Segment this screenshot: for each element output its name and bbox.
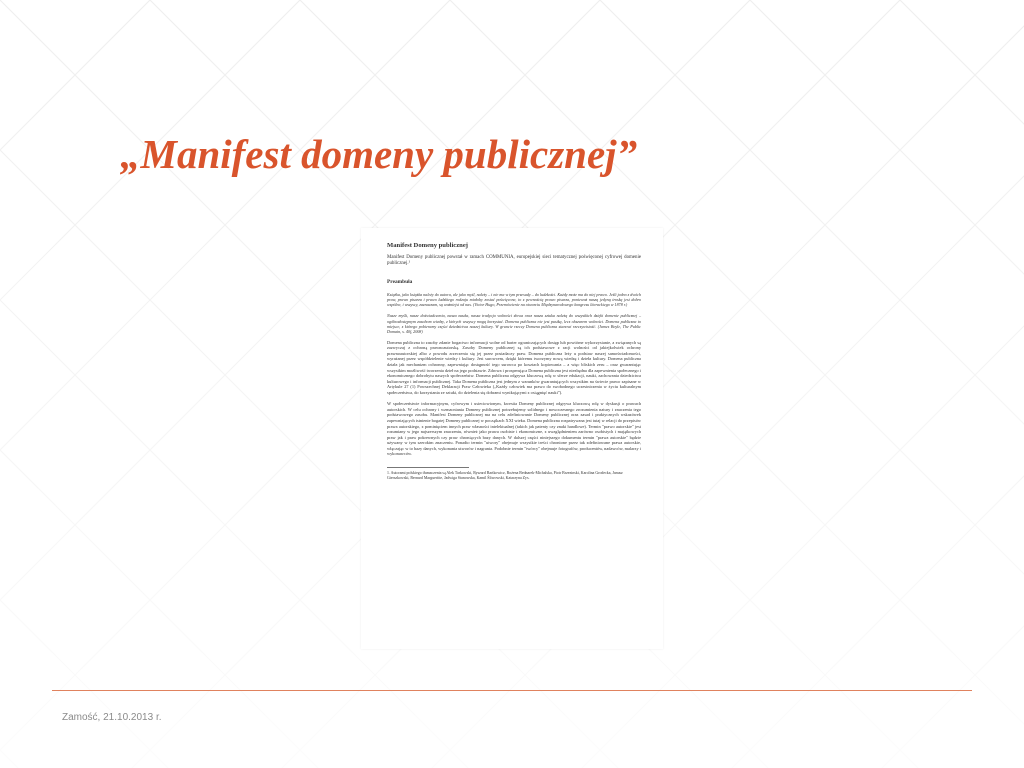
slide-title: „Manifest domeny publicznej” xyxy=(120,131,638,177)
document-quote-boyle: Nasze myśli, nasze doświadczenia, nasza nauka, nasza tradycja wolności słowa oraz nasza sztuka należą do wszystkich dzięki domenie publicznej – ogólnodostępnym zasobom wiedzy, z których wszyscy mogą korzystać. Domena publiczna nie jest pustką, lecz obszarem wolności. Domena publiczna to miejsce, z którego pobieramy części dziedzictwa naszej kultury. W gruncie rzeczy Domena publiczna stanowi rzeczywistość. (James Boyle, The Public Domain, s. 40f, 2008) xyxy=(387,313,641,334)
footer-date: Zamość, 21.10.2013 r. xyxy=(62,712,162,723)
footnote-divider xyxy=(387,467,469,468)
document-intro: Manifest Domeny publicznej powstał w ramach COMMUNIA, europejskiej sieci tematycznej poświęconej cyfrowej domenie publicznej.¹ xyxy=(387,255,641,267)
document-paragraph: Domena publiczna to zasoby zdanie bogactwo informacji wolne od barier ograniczających dostęp lub powtórne wykorzystanie, a związanych są zazwyczaj z ochroną prawnoautorską. Zasoby Domeny publicznej są ich podstawowe z racji wolności od jakiejkolwiek ochrony prawnoautorskiej albo z powodu zrzeczenia się jej przez posiadaczy praw. Domena publiczna leży u podstaw naszej samoświadomości, wyrażanej przez współdzielenie wiedzy i kultury. Jest surowcem, dzięki któremu tworzymy nową wiedzę i dzieła kultury. Domena publiczna działa jak mechanizm ochronny, zapewniając dostępność tego surowca po kosztach kopiowania – a więc bliskich zeru – oraz gwarantując wszystkim możliwość tworzenia dzieł na jego podstawie. Zdrowa i prosperująca Domena publiczna jest niezbędna dla zapewnienia społecznego i ekonomicznego dobrobytu naszych społeczeństw. Domena publiczna odgrywa kluczową rolę w sferze edukacji, nauki, zachowania dziedzictwa kulturowego i informacji publicznej. Taka Domena publiczna jest jednym z warunków gwarantujących wszystkim na świecie prawo zapisane w Artykule 27 (1) Powszechnej Deklaracji Praw Człowieka („Każdy człowiek ma prawo do swobodnego uczestniczenia w życiu kulturalnym społeczeństwa, do korzystania ze sztuki, do dzielenia się dobrami wynikającymi z osiągnięć nauki”). xyxy=(387,339,641,395)
document-footnote: 1. Autorami polskiego tłumaczenia są Alek Tarkowski, Ryszard Bartkowicz, Bożena Bednarek-Michalska, Piotr Brzezinski, Karolina Grodecka, Janusz Gierszkowski, Bernard Margueritte, Jadwiga Stanowska, Kamil Śliwowski, Katarzyna Zys. xyxy=(387,470,623,480)
document-title: Manifest Domeny publicznej xyxy=(387,242,468,249)
document-thumbnail xyxy=(361,228,663,649)
footer-divider xyxy=(52,690,972,691)
document-quote-hugo: Książka, jako książka należy do autora, ale jako myśl, należy – i nie ma w tym przesady – do ludzkości. Każdy może ma do niej prawo. Jeśli jedno z dwóch praw, prawo pisarza i prawo ludzkiego rodzaju miałoby zostać poświęcone, to z pewnością prawo pisarza, ponieważ naszą jedyną troską jest dobro wspólne, i wszyscy, zaznaczam, są ważniejsi od nas. (Victor Hugo, Przemówienie na otwarciu Międzynarodowego kongresu literackiego w 1878 r.) xyxy=(387,292,641,308)
document-paragraph: W społeczeństwie informacyjnym, cyfrowym i usieciowionym, kwestia Domeny publicznej odgrywa kluczową rolę w dyskusji o prawach autorskich. W celu ochrony i wzmacniania Domeny publicznej potrzebujemy solidnego i nowoczesnego zrozumienia natury i znaczenia tego podstawowego zasobu. Manifest Domeny publicznej ma na celu zdefiniowanie Domeny publicznej oraz zasad i praktycznych wskazówek zapewniających istnienie bogatej Domeny publicznej w początkach XXI wieku. Domena publiczna rozpatrywana jest tutaj w relacji do przepisów prawa autorskiego, z pominięciem innych praw własności intelektualnej (takich jak patenty czy znaki handlowe). Termin "prawo autorskie" jest rozumiany w jego najszerszym znaczeniu, również jako prawa osobiste i ekonomiczne, z uwzględnieniem zarówno osobistych i majątkowych praw jak i praw pokrewnych czy praw chroniących bazy danych. W dalszej części niniejszego dokumentu termin "prawa autorskie" będzie używany w tym szerokim znaczeniu. Ponadto termin "utwory" obejmuje wszystkie treści chronione przez tak zdefiniowane prawa autorskie, włączając w to bazy danych, wykonania utworów i nagrania. Podobnie termin "twórcy" obejmuje fotografów, producentów, nadawców, malarzy i wykonawców. xyxy=(387,401,642,457)
document-heading: Preambuła xyxy=(387,279,413,286)
